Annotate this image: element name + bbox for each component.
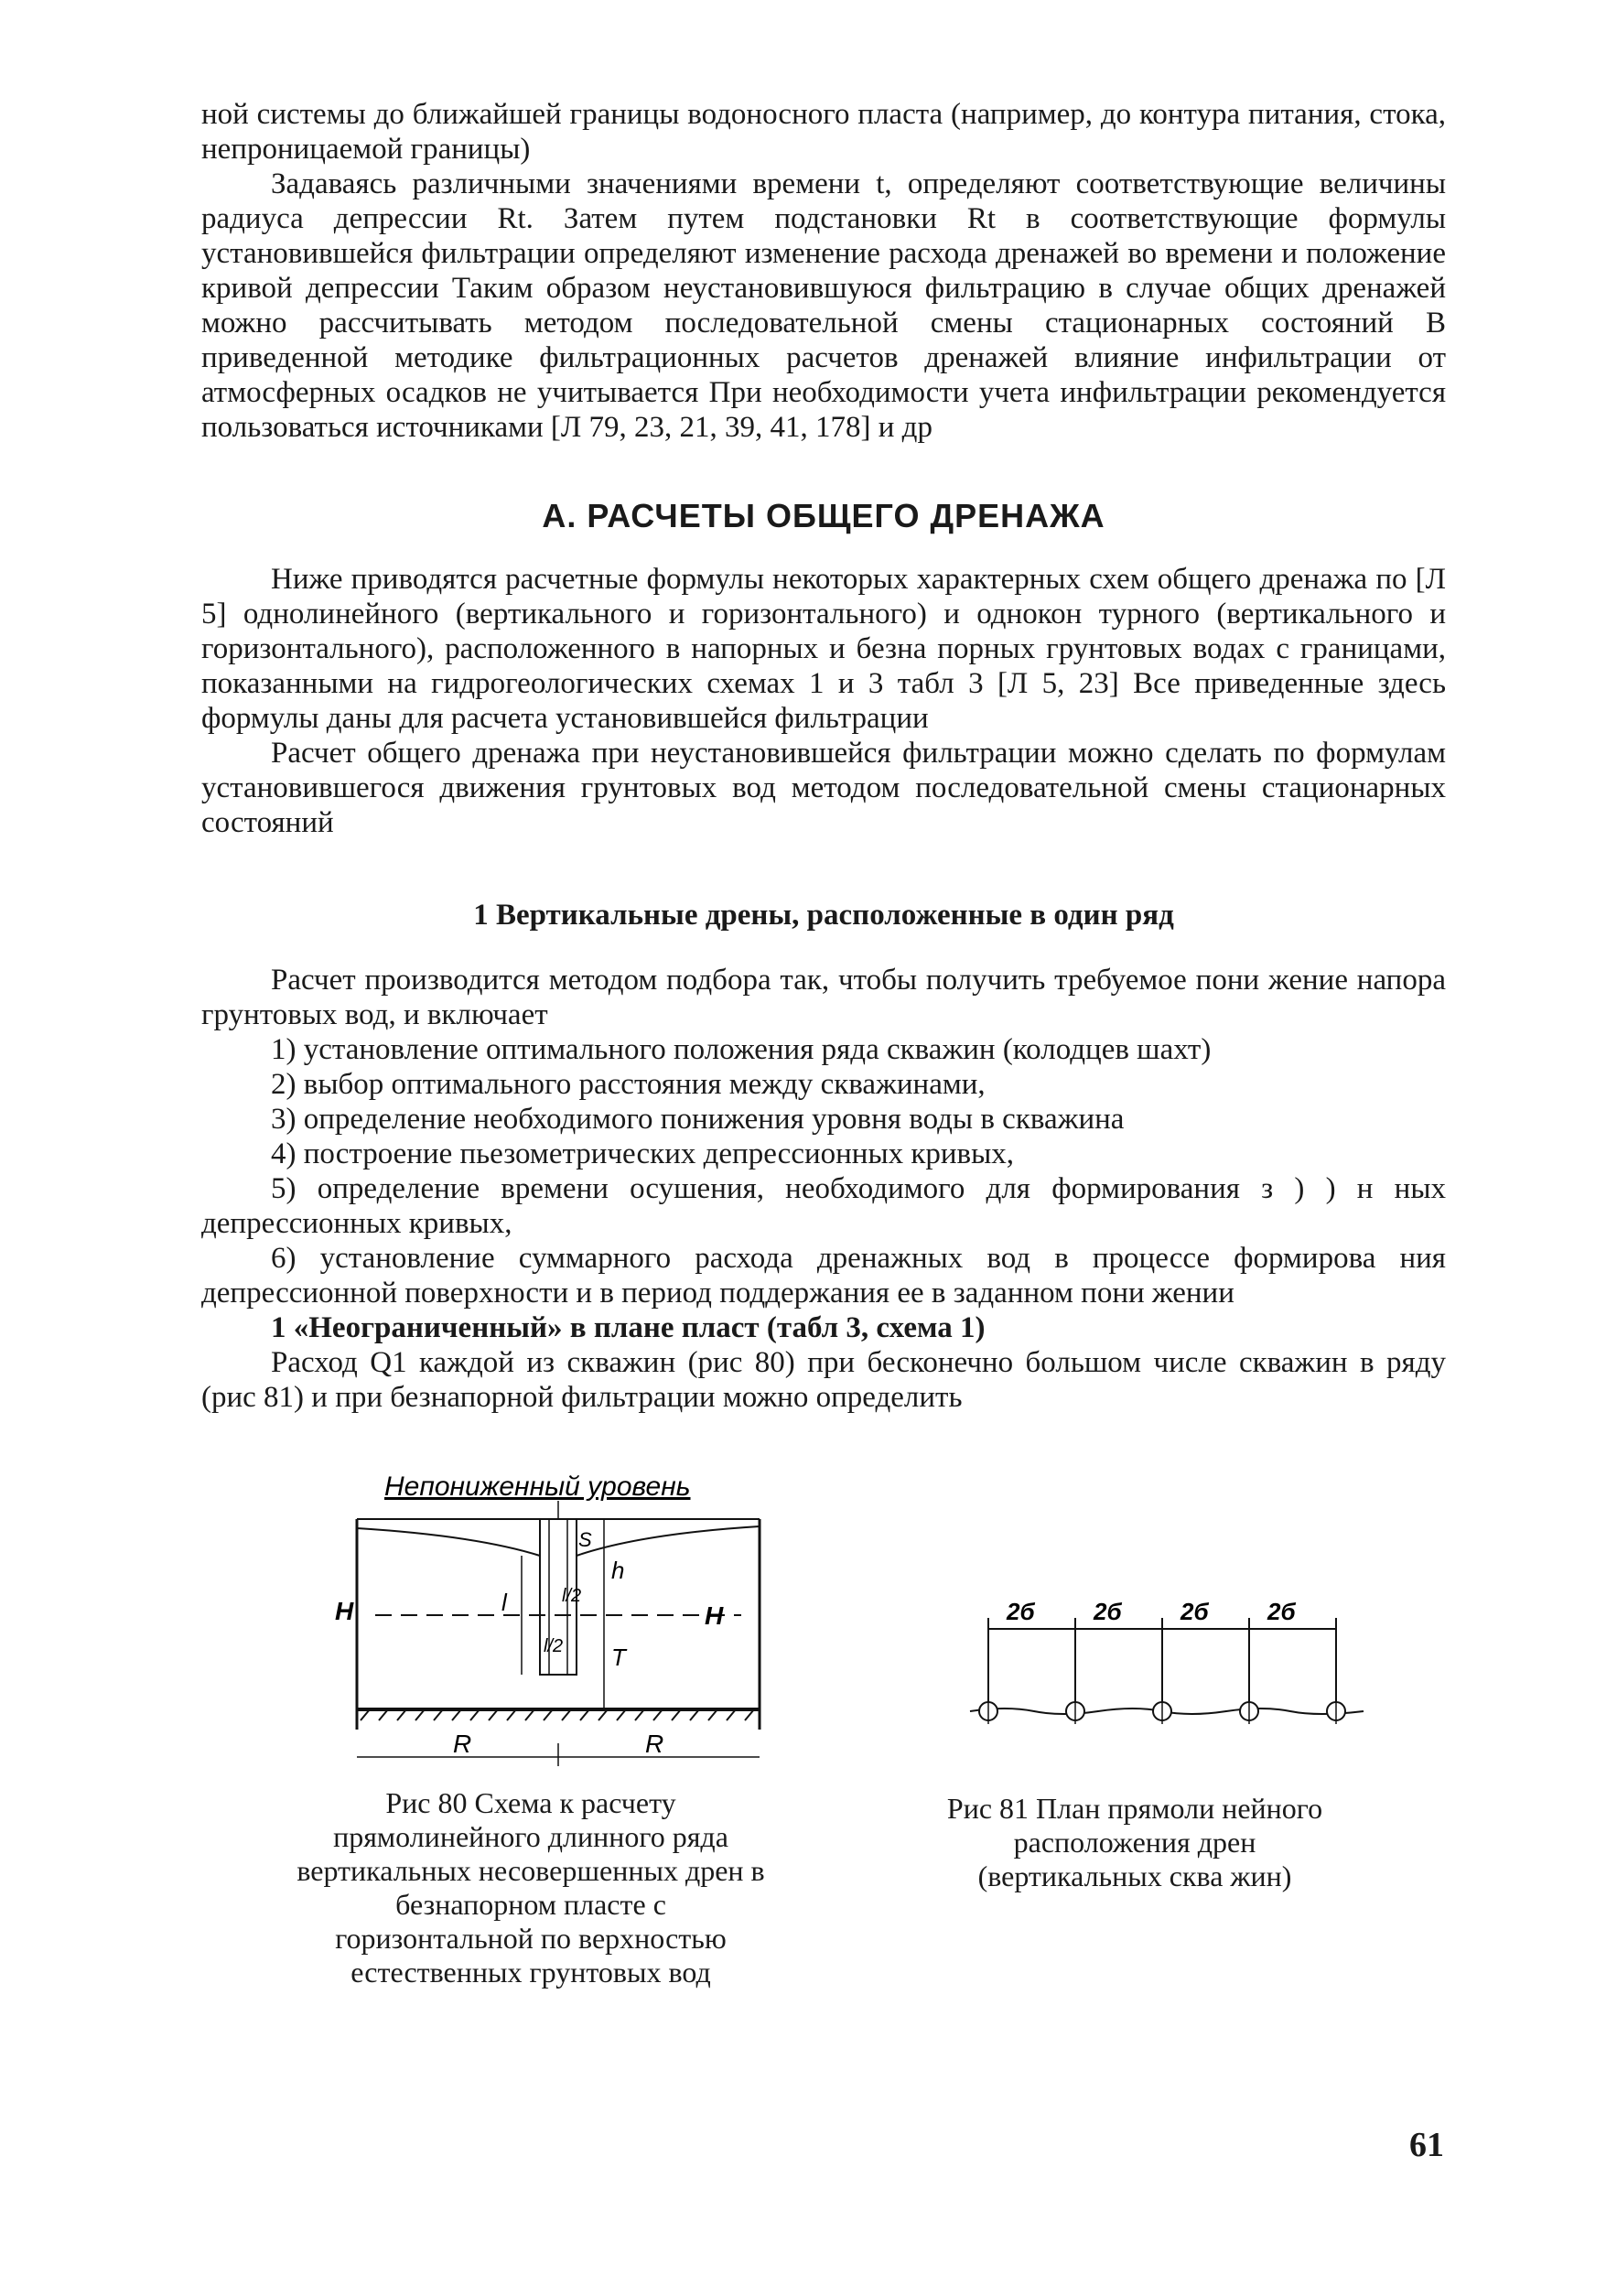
fig80-label-top: Непониженный уровень [384,1471,691,1502]
page-number: 61 [1409,2126,1444,2164]
figure-81-diagram [952,1592,1382,1748]
top-text-block [201,97,1446,445]
fig80-label-H-right: H [705,1601,724,1630]
step-item: 1) установление оптимального положения ряда скважин (колодцев шахт) [271,1033,1212,1066]
fig81-spacing-label: 2б [1180,1598,1209,1625]
paragraph-continuation: ной системы до ближайшей границы водоносного пласта (например, до контура питания, стока, непроницаемой границы) [201,98,1446,166]
section-text-block [201,562,1446,840]
fig81-spacing-label: 2б [1267,1598,1296,1625]
fig80-label-H-left: H [335,1597,354,1625]
step-item: 4) построение пьезометрических депрессионных кривых, [271,1137,1015,1170]
case-text: Расход Q1 каждой из скважин (рис 80) при бесконечно большом числе скважин в ряду (рис 81) и при безнапорной фильтрации можно определить [201,1346,1446,1414]
section-heading: А. РАСЧЕТЫ ОБЩЕГО ДРЕНАЖА [542,497,1105,534]
calc-intro: Расчет производится методом подбора так, чтобы получить требуемое пони жение напора грунтовых вод, и включает [201,964,1446,1031]
fig81-spacing-label: 2б [1094,1598,1122,1625]
paragraph-unsteady: Расчет общего дренажа при неустановившейся фильтрации можно сделать по формулам установившегося движения грунтовых вод методом последовательной смены стационарных состояний [201,737,1446,839]
fig80-label-T: T [611,1644,626,1671]
paragraph-formulas-intro: Ниже приводятся расчетные формулы некоторых характерных схем общего дренажа по [Л 5] однолинейного (вертикального и горизонтального) и однокон турного (вертикального и горизонтального), расположенного в напорных и безна порных грунтовых водах с границами, показанными на гидрогеологических схемах 1 и 3 табл 3 [Л 5, 23] Все приведенные здесь формулы даны для расчета установившейся фильтрации [201,563,1446,735]
fig80-label-S: S [578,1528,592,1551]
fig80-label-l2a: l/2 [544,1636,564,1656]
fig81-spacing-label: 2б [1007,1598,1035,1625]
step-item: 2) выбор оптимального расстояния между скважинами, [271,1068,986,1101]
calculation-block [201,963,1446,1415]
figure-80-caption: Рис 80 Схема к расчету прямолинейного длинного ряда вертикальных несовершенных дрен в безнапорном пласте с горизонтальной по верхностью естественных грунтовых вод [296,1786,765,1989]
step-item: 6) установление суммарного расхода дренажных вод в процессе формирова ния депрессионной поверхности и в период поддержания ее в заданном пони жении [201,1242,1446,1310]
figure-81-caption: Рис 81 План прямоли нейного расположения дрен (вертикальных сква жин) [946,1792,1323,1892]
fig80-label-l: l [501,1589,507,1616]
figure-80-diagram [335,1464,778,1775]
case-heading: 1 «Неограниченный» в плане пласт (табл 3, схема 1) [271,1311,986,1344]
fig80-label-R-right: R [645,1730,664,1758]
subheading-vertical-drains: 1 Вертикальные дрены, расположенные в один ряд [473,899,1174,932]
step-item: 3) определение необходимого понижения уровня воды в скважина [271,1103,1125,1136]
fig80-label-l2b: l/2 [562,1586,582,1606]
paragraph-time-radius: Задаваясь различными значениями времени t, определяют соответствующие величины радиуса депрессии Rt. Затем путем подстановки Rt в соответствующие формулы установившейся фильтрации определяют изменение расхода дренажей во времени и положение кривой депрессии Таким образом неустановившуюся фильтрацию в случае общих дренажей можно рассчитывать методом последовательной смены стационарных состояний В приведенной методике фильтрационных расчетов дренажей влияние инфильтрации от атмосферных осадков не учитывается При необходимости учета инфильтрации рекомендуется пользоваться источниками [Л 79, 23, 21, 39, 41, 178] и др [201,167,1446,444]
step-item: 5) определение времени осушения, необходимого для формирования з ) ) н ных депрессионных кривых, [201,1172,1446,1240]
fig80-label-R-left: R [453,1730,472,1758]
steps-list [201,1032,1446,1310]
fig80-label-h: h [611,1557,625,1584]
